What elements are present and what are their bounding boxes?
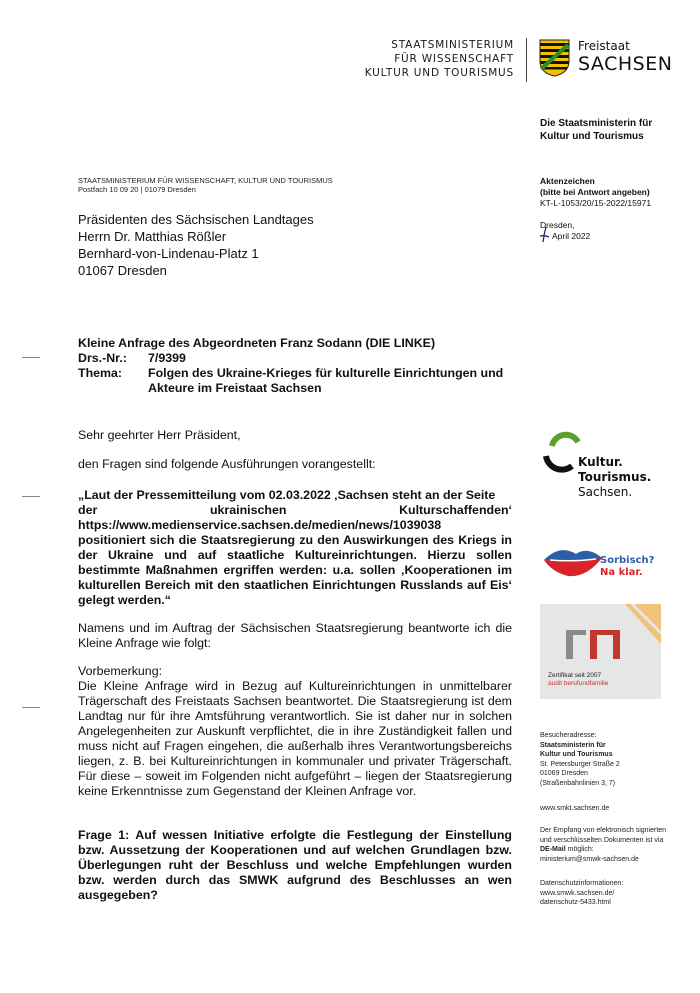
handwritten-day-mark — [534, 226, 554, 244]
brand-wordmark: Freistaat SACHSEN — [578, 39, 673, 75]
sidebar-title: Die Staatsministerin für Kultur und Tourismus — [540, 118, 653, 142]
privacy-link[interactable]: www.smwk.sachsen.de/ datenschutz-5433.html — [540, 889, 615, 906]
website-link[interactable]: www.smkt.sachsen.de — [540, 805, 610, 812]
kultur-tourismus-wordmark: Kultur. Tourismus. Sachsen. — [578, 455, 652, 499]
certificate-caption: Zertifikat seit 2007 audit berufundfamilie — [548, 672, 609, 687]
subject-title: Kleine Anfrage des Abgeordneten Franz Sodann (DIE LINKE) — [78, 336, 436, 350]
fold-mark-top — [22, 357, 40, 358]
salutation: Sehr geehrter Herr Präsident, — [78, 428, 241, 442]
privacy-info: Datenschutzinformationen: www.smwk.sachsen.de/ datenschutz-5433.html — [540, 880, 624, 906]
letter-date: Dresden, April 2022 — [540, 220, 591, 241]
punch-mark — [22, 496, 40, 497]
recipient-address: Präsidenten des Sächsischen Landtages Herrn Dr. Matthias Rößler Bernhard-von-Lindenau-Platz 1 01067 Dresden — [78, 212, 314, 278]
quote-paragraph: „Laut der Pressemitteilung vom 02.03.2022 ‚Sachsen steht an der Seite der ukrainischen Kulturschaffenden‘ https://www.medienservice.sachsen.de/medien/news/1039038 positioniert sich die Staatsregierung zu den Auswirkungen des Kriegs in der Ukraine und auf staatliche Kultureinrichtungen. Hierzu sollen bestimmte Maßnahmen ergriffen werden: u.a. sollen ‚Kooperationen im kulturellen Bereich mit den staatlichen Einrichtungen Russlands auf Eis‘ gelegt werden.“ — [78, 488, 512, 607]
email-note: Der Empfang von elektronisch signierten und verschlüsselten Dokumenten ist via DE-Mail möglich: ministerium@smwk-sachsen.de — [540, 827, 667, 863]
question-1: Frage 1: Auf wessen Initiative erfolgte die Festlegung der Einstellung bzw. Aussetzung der Kooperationen und auf welchen Grundlagen bzw. Überlegungen ruht der Beschluss und welche Empfehlungen wurden bzw. werden durch das SMWK aufgrund des Beschlusses an wen ausgegeben? — [78, 828, 512, 902]
email-link[interactable]: ministerium@smwk-sachsen.de — [540, 855, 639, 863]
thema-row: Thema: Folgen des Ukraine-Krieges für kulturelle Einrichtungen und Akteure im Freistaat Sachsen — [78, 366, 504, 395]
vorbemerkung: Vorbemerkung: Die Kleine Anfrage wird in Bezug auf Kultureinrichtungen in unmittelbarer Trägerschaft des Freistaats Sachsen beantwortet. Die Staatsregierung ist dem Landtag nur für ihre Amtsführung verantwortlich. Sie ist daher nur in solchen Angelegenheiten zur Auskunft verpflichtet, die in ihre Zuständigkeit fallen und muss nicht auf Fragen eingehen, die außerhalb ihres Verantwortungsbereichs liegen, z. B. bei Kultureinrichtungen in kommunaler und privater Trägerschaft. Für diese – soweit im Folgenden nicht aufgeführt – liegen der Staatsregierung keine Erkenntnisse zum Gegenstand der Kleinen Anfrage vor. — [78, 664, 512, 798]
saxony-coat-of-arms-icon — [539, 39, 570, 77]
answer-intro: Namens und im Auftrag der Sächsischen Staatsregierung beantworte ich die Kleine Anfrage wie folgt: — [78, 621, 512, 650]
visitor-address: Besucheradresse: Staatsministerin für Kultur und Tourismus St. Petersburger Straße 2 01069 Dresden (Straßenbahnlinien 3, 7) — [540, 732, 620, 787]
aktenzeichen-block: Aktenzeichen (bitte bei Antwort angeben) KT-L-1053/20/15-2022/15971 — [540, 176, 652, 208]
drs-row: Drs.-Nr.: 7/9399 — [78, 351, 186, 365]
header-divider — [526, 38, 527, 82]
sender-address: STAATSMINISTERIUM FÜR WISSENSCHAFT, KULTUR UND TOURISMUS Postfach 10 09 20 | 01079 Dresden — [78, 176, 333, 194]
subject-block — [78, 336, 512, 396]
sorbisch-slogan: Sorbisch? Na klar. — [600, 555, 655, 578]
intro-text: den Fragen sind folgende Ausführungen vorangestellt: — [78, 457, 376, 471]
ministry-name: STAATSMINISTERIUM FÜR WISSENSCHAFT KULTUR UND TOURISMUS — [364, 39, 514, 79]
fold-mark-bottom — [22, 707, 40, 708]
